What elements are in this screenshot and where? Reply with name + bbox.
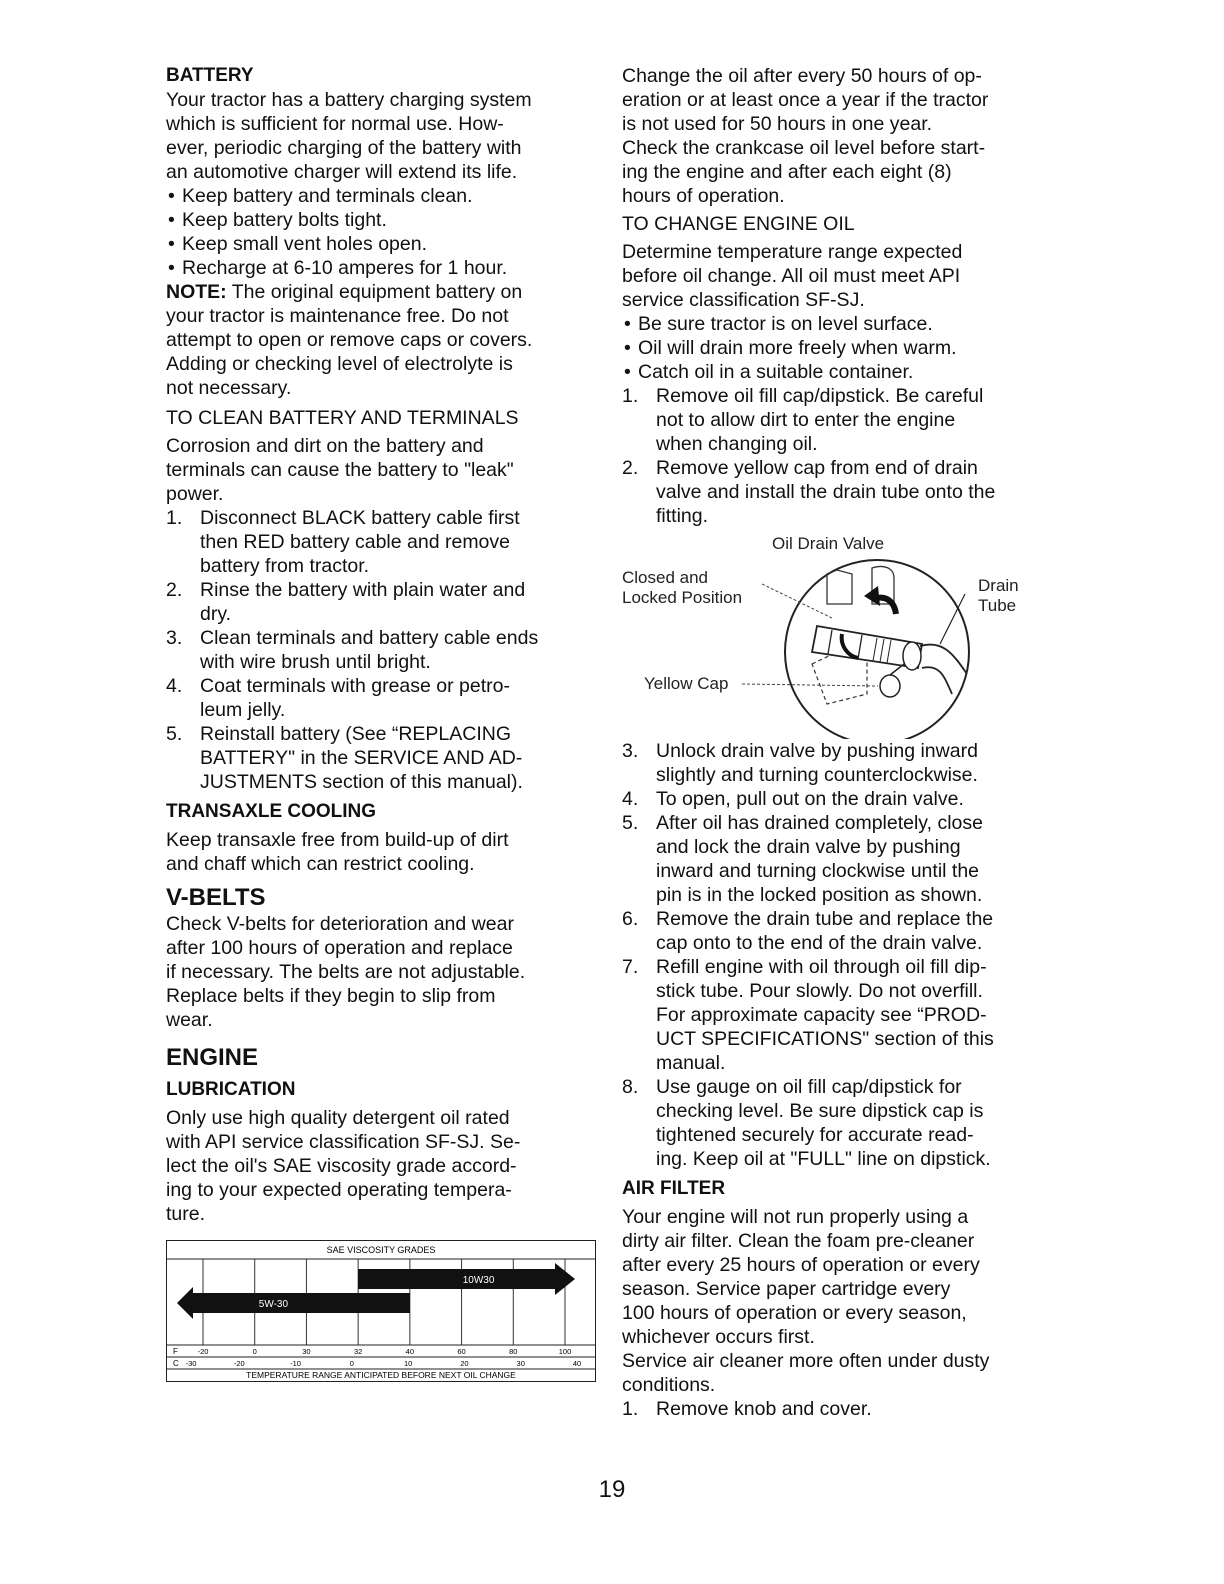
list-item: • Keep small vent holes open. bbox=[166, 232, 596, 256]
text-line: For approximate capacity see “PROD- bbox=[656, 1004, 987, 1026]
f-tick-label: 30 bbox=[302, 1347, 311, 1356]
text-line: battery from tractor. bbox=[200, 555, 370, 577]
f-tick-label: -20 bbox=[197, 1347, 209, 1356]
f-tick-label: 0 bbox=[252, 1347, 257, 1356]
text-line: 100 hours of operation or every season, bbox=[622, 1302, 967, 1324]
list-item bbox=[622, 787, 1054, 811]
note-label: NOTE: bbox=[166, 281, 227, 303]
text-line: Unlock drain valve by pushing inward bbox=[656, 740, 978, 762]
text-line: manual. bbox=[656, 1052, 726, 1074]
step-number: 2. bbox=[622, 457, 639, 479]
transaxle-heading: TRANSAXLE COOLING bbox=[166, 801, 377, 822]
battery-bullets bbox=[166, 184, 596, 280]
list-item bbox=[622, 384, 1054, 456]
text-line: Corrosion and dirt on the battery and bbox=[166, 435, 484, 457]
viscosity-bar-label: 5W-30 bbox=[258, 1299, 289, 1310]
text-line: checking level. Be sure dipstick cap is bbox=[656, 1100, 984, 1122]
chart-footer: TEMPERATURE RANGE ANTICIPATED BEFORE NEXT OIL CHANGE bbox=[246, 1370, 516, 1380]
text-line: and lock the drain valve by pushing bbox=[656, 836, 961, 858]
change-oil-bullets bbox=[622, 312, 1054, 384]
f-tick-label: 100 bbox=[558, 1347, 572, 1356]
text-line: when changing oil. bbox=[656, 433, 818, 455]
list-item: • Oil will drain more freely when warm. bbox=[622, 336, 1054, 360]
text-line: after every 25 hours of operation or every bbox=[622, 1254, 980, 1276]
oil-drain-valve-figure bbox=[622, 534, 1054, 739]
left-column bbox=[166, 64, 596, 1382]
text-line: pin is in the locked position as shown. bbox=[656, 884, 983, 906]
viscosity-bar-5w-30 bbox=[177, 1287, 410, 1319]
c-tick-label: 40 bbox=[572, 1359, 582, 1368]
text-line: inward and turning clockwise until the bbox=[656, 860, 980, 882]
step-number: 1. bbox=[166, 507, 183, 529]
text-line: Locked Position bbox=[622, 588, 743, 607]
text-line: ture. bbox=[166, 1203, 206, 1225]
f-tick-label: 60 bbox=[457, 1347, 466, 1356]
text-line: service classification SF-SJ. bbox=[622, 289, 865, 311]
list-item: • Keep battery and terminals clean. bbox=[166, 184, 596, 208]
text-line: After oil has drained completely, close bbox=[656, 812, 983, 834]
step-number: 5. bbox=[166, 723, 183, 745]
step-number: 5. bbox=[622, 812, 639, 834]
list-item: • Keep battery bolts tight. bbox=[166, 208, 596, 232]
c-tick-label: -10 bbox=[290, 1359, 301, 1368]
battery-heading: BATTERY bbox=[166, 65, 254, 86]
text-line: after 100 hours of operation and replace bbox=[166, 937, 513, 959]
text-line: Closed and bbox=[622, 568, 709, 587]
list-item bbox=[166, 722, 596, 794]
lubrication-heading: LUBRICATION bbox=[166, 1079, 296, 1100]
text-line: Remove yellow cap from end of drain bbox=[656, 457, 978, 479]
list-item bbox=[166, 674, 596, 722]
text-line: Keep transaxle free from build-up of dirt bbox=[166, 829, 509, 851]
text-line: dirty air filter. Clean the foam pre-cleaner bbox=[622, 1230, 975, 1252]
text-line: stick tube. Pour slowly. Do not overfill. bbox=[656, 980, 983, 1002]
f-tick-label: 32 bbox=[353, 1347, 363, 1356]
c-axis-label: C bbox=[173, 1359, 179, 1368]
text-line: Your engine will not run properly using a bbox=[622, 1206, 969, 1228]
right-column bbox=[622, 64, 1054, 1421]
f-axis-label: F bbox=[173, 1347, 178, 1356]
text-line: ever, periodic charging of the battery with bbox=[166, 137, 522, 159]
text-line: Check the crankcase oil level before start- bbox=[622, 137, 986, 159]
text-line: Reinstall battery (See “REPLACING bbox=[200, 723, 512, 745]
text-line: JUSTMENTS section of this manual). bbox=[200, 771, 523, 793]
text-line: Service air cleaner more often under dusty bbox=[622, 1350, 990, 1372]
list-item: • Recharge at 6-10 amperes for 1 hour. bbox=[166, 256, 596, 280]
text-line: is not used for 50 hours in one year. bbox=[622, 113, 933, 135]
step-number: 4. bbox=[166, 675, 183, 697]
leader-line bbox=[742, 684, 878, 686]
text-line: BATTERY" in the SERVICE AND AD- bbox=[200, 747, 523, 769]
step-number: 3. bbox=[166, 627, 183, 649]
step-number: 8. bbox=[622, 1076, 639, 1098]
text-line: Clean terminals and battery cable ends bbox=[200, 627, 539, 649]
text-line: dry. bbox=[200, 603, 232, 625]
label-yellow-cap: Yellow Cap bbox=[644, 674, 729, 693]
text-line: whichever occurs first. bbox=[622, 1326, 815, 1348]
text-line: Your tractor has a battery charging system bbox=[166, 89, 532, 111]
clean-heading: TO CLEAN BATTERY AND TERMINALS bbox=[166, 407, 519, 429]
c-tick-label: -20 bbox=[233, 1359, 245, 1368]
text-line: Disconnect BLACK battery cable first bbox=[200, 507, 520, 529]
text-line: your tractor is maintenance free. Do not bbox=[166, 305, 509, 327]
text-line: ing the engine and after each eight (8) bbox=[622, 161, 952, 183]
text-line: Check V-belts for deterioration and wear bbox=[166, 913, 514, 935]
change-oil-heading: TO CHANGE ENGINE OIL bbox=[622, 213, 855, 235]
text-line: if necessary. The belts are not adjustable. bbox=[166, 961, 526, 983]
text-line: power. bbox=[166, 483, 224, 505]
text-line: and chaff which can restrict cooling. bbox=[166, 853, 475, 875]
engine-heading: ENGINE bbox=[166, 1044, 259, 1071]
step-number: 7. bbox=[622, 956, 639, 978]
text-line: an automotive charger will extend its life. bbox=[166, 161, 518, 183]
chart-title: SAE VISCOSITY GRADES bbox=[326, 1245, 436, 1255]
clean-steps bbox=[166, 506, 596, 794]
text-line: ing. Keep oil at "FULL" line on dipstick. bbox=[656, 1148, 991, 1170]
text-line: UCT SPECIFICATIONS" section of this bbox=[656, 1028, 994, 1050]
text-line: Change the oil after every 50 hours of op- bbox=[622, 65, 982, 87]
text-line: Use gauge on oil fill cap/dipstick for bbox=[656, 1076, 962, 1098]
step-number: 6. bbox=[622, 908, 639, 930]
text-line: Remove knob and cover. bbox=[656, 1398, 872, 1420]
battery-intro bbox=[166, 88, 596, 184]
list-item bbox=[622, 907, 1054, 955]
text-line: fitting. bbox=[656, 505, 709, 527]
list-item bbox=[166, 626, 596, 674]
text-line: eration or at least once a year if the tractor bbox=[622, 89, 989, 111]
list-item bbox=[622, 739, 1054, 787]
text-line: Only use high quality detergent oil rated bbox=[166, 1107, 510, 1129]
air-filter-steps bbox=[622, 1397, 1054, 1421]
text-line: Remove the drain tube and replace the bbox=[656, 908, 994, 930]
text-line: attempt to open or remove caps or covers. bbox=[166, 329, 533, 351]
text-line: tightened securely for accurate read- bbox=[656, 1124, 974, 1146]
text-line: with wire brush until bright. bbox=[200, 651, 431, 673]
text-line: lect the oil's SAE viscosity grade accord- bbox=[166, 1155, 517, 1177]
list-item bbox=[622, 1075, 1054, 1171]
text-line: Adding or checking level of electrolyte is bbox=[166, 353, 513, 375]
drain-valve-illustration bbox=[622, 534, 1054, 739]
step-number: 1. bbox=[622, 1398, 639, 1420]
list-item: • Catch oil in a suitable container. bbox=[622, 360, 1054, 384]
change-oil-steps-a bbox=[622, 384, 1054, 528]
viscosity-bar-label: 10W30 bbox=[462, 1275, 495, 1286]
text-line: To open, pull out on the drain valve. bbox=[656, 788, 964, 810]
list-item bbox=[622, 811, 1054, 907]
text-line: wear. bbox=[166, 1009, 213, 1031]
text-line: which is sufficient for normal use. How- bbox=[166, 113, 504, 135]
text-line: cap onto to the end of the drain valve. bbox=[656, 932, 983, 954]
text-line: Refill engine with oil through oil fill dip- bbox=[656, 956, 987, 978]
step-number: 3. bbox=[622, 740, 639, 762]
step-number: 2. bbox=[166, 579, 183, 601]
text-line: Replace belts if they begin to slip from bbox=[166, 985, 496, 1007]
text-line: with API service classification SF-SJ. Se- bbox=[166, 1131, 521, 1153]
c-tick-label: -30 bbox=[185, 1359, 197, 1368]
text-line: hours of operation. bbox=[622, 185, 785, 207]
text-line: ing to your expected operating tempera- bbox=[166, 1179, 512, 1201]
f-tick-label: 40 bbox=[405, 1347, 415, 1356]
step-number: 1. bbox=[622, 385, 639, 407]
figure-title: Oil Drain Valve bbox=[772, 534, 885, 553]
c-tick-label: 10 bbox=[403, 1359, 413, 1368]
list-item bbox=[622, 1397, 1054, 1421]
text-line: The original equipment battery on bbox=[226, 281, 523, 303]
text-line: Tube bbox=[978, 596, 1017, 615]
text-line: Coat terminals with grease or petro- bbox=[200, 675, 510, 697]
text-line: conditions. bbox=[622, 1374, 716, 1396]
text-line: Rinse the battery with plain water and bbox=[200, 579, 526, 601]
vbelts-heading: V-BELTS bbox=[166, 884, 266, 911]
step-number: 4. bbox=[622, 788, 639, 810]
list-item: • Be sure tractor is on level surface. bbox=[622, 312, 1054, 336]
text-line: not necessary. bbox=[166, 377, 292, 399]
text-line: valve and install the drain tube onto the bbox=[656, 481, 996, 503]
viscosity-chart-svg bbox=[167, 1241, 595, 1381]
air-filter-heading: AIR FILTER bbox=[622, 1178, 726, 1199]
text-line: before oil change. All oil must meet API bbox=[622, 265, 961, 287]
drain-tube-icon bbox=[920, 644, 967, 674]
change-oil-steps-b bbox=[622, 739, 1054, 1171]
text-line: then RED battery cable and remove bbox=[200, 531, 511, 553]
list-item bbox=[166, 578, 596, 626]
f-tick-label: 80 bbox=[509, 1347, 518, 1356]
text-line: slightly and turning counterclockwise. bbox=[656, 764, 978, 786]
c-tick-label: 30 bbox=[516, 1359, 525, 1368]
text-line: Remove oil fill cap/dipstick. Be careful bbox=[656, 385, 984, 407]
list-item bbox=[622, 955, 1054, 1075]
list-item bbox=[622, 456, 1054, 528]
page-number: 19 bbox=[598, 1476, 626, 1503]
text-line: not to allow dirt to enter the engine bbox=[656, 409, 956, 431]
battery-note bbox=[166, 280, 596, 400]
leader-line bbox=[762, 584, 832, 618]
yellow-cap-icon bbox=[880, 675, 900, 697]
list-item bbox=[166, 506, 596, 578]
text-line: leum jelly. bbox=[200, 699, 286, 721]
c-tick-label: 0 bbox=[349, 1359, 354, 1368]
text-line: terminals can cause the battery to "leak" bbox=[166, 459, 514, 481]
c-tick-label: 20 bbox=[460, 1359, 469, 1368]
text-line: season. Service paper cartridge every bbox=[622, 1278, 951, 1300]
text-line: Drain bbox=[978, 576, 1019, 595]
viscosity-chart bbox=[166, 1240, 596, 1382]
text-line: Determine temperature range expected bbox=[622, 241, 963, 263]
